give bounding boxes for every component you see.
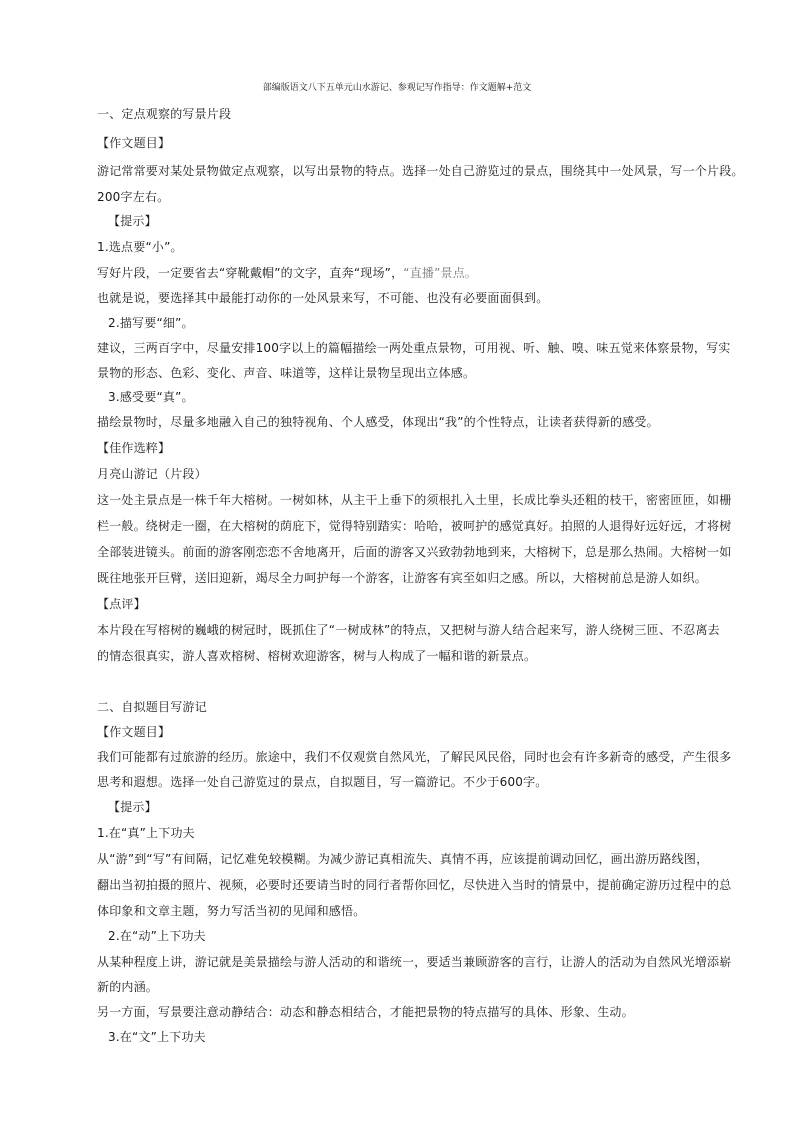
s1-tip1-title: 1.选点要“小”。 xyxy=(97,240,183,254)
s2-tip1-title: 1.在“真”上下功夫 xyxy=(97,826,195,840)
s1-tips-label: 【提示】 xyxy=(108,214,157,228)
s2-tip1-line-a: 从“游”到“写”有间隔，记忆难免较模糊。为减少游记真相流失、真情不再，应该提前调动回忆，画出游历路线图， xyxy=(97,852,709,866)
s1-sample-line-2: 栏一般。绕树走一圈，在大榕树的荫庇下，觉得特别踏实：哈哈，被呵护的感觉真好。拍照的人退得好远好远，才将树 xyxy=(97,519,732,533)
s2-tip1-line-c: 体印象和文章主题，努力写活当初的见闻和感悟。 xyxy=(97,904,366,918)
s1-sample-line-1: 这一处主景点是一株千年大榕树。一树如林，从主干上垂下的须根扎入土里，长成比拳头还粗的枝干，密密匝匝，如栅 xyxy=(97,493,732,507)
s1-task-line-2: 200字左右。 xyxy=(97,190,170,204)
s1-tip1-line-a-main: 写好片段，一定要省去“穿靴戴帽”的文字，直奔“现场”， xyxy=(97,266,404,280)
s2-tip1-line-b: 翻出当初拍摄的照片、视频，必要时还要请当时的同行者帮你回忆，尽快进入当时的情景中，提前确定游历过程中的总 xyxy=(97,878,732,892)
s1-tip1-line-a-tail: “直播”景点。 xyxy=(403,266,478,280)
s1-tip3-title: 3.感受要“真”。 xyxy=(108,390,194,404)
s1-comment-line-1: 本片段在写榕树的巍峨的树冠时，既抓住了“一树成林”的特点，又把树与游人结合起来写，游人绕树三匝、不忍离去 xyxy=(97,623,720,637)
s1-task-line-1: 游记常常要对某处景物做定点观察，以写出景物的特点。选择一处自己游览过的景点，围绕其中一处风景，写一个片段。 xyxy=(97,164,744,178)
s1-sample-line-3: 全部装进镜头。前面的游客刚恋恋不舍地离开，后面的游客又兴致勃勃地到来，大榕树下，总是那么热闹。大榕树一如 xyxy=(97,545,732,559)
s1-sample-label: 【佳作选粹】 xyxy=(97,441,171,455)
s1-comment-line-2: 的情态很真实，游人喜欢榕树、榕树欢迎游客，树与人构成了一幅和谐的新景点。 xyxy=(97,649,537,663)
s2-tips-label: 【提示】 xyxy=(108,800,157,814)
s1-comment-label: 【点评】 xyxy=(97,597,146,611)
s1-tip2-line-b: 景物的形态、色彩、变化、声音、味道等，这样让景物呈现出立体感。 xyxy=(97,366,476,380)
s2-task-label: 【作文题目】 xyxy=(97,725,171,739)
section-1-heading: 一、定点观察的写景片段 xyxy=(97,107,232,121)
s1-sample-title: 月亮山游记（片段） xyxy=(97,467,207,481)
s2-tip2-line-b: 新的内涵。 xyxy=(97,980,159,994)
document-title: 部编版语文八下五单元山水游记、参观记写作指导：作文题解+范文 xyxy=(262,83,532,93)
section-2-heading: 二、自拟题目写游记 xyxy=(97,700,207,714)
s2-tip2-title: 2.在“动”上下功夫 xyxy=(108,929,206,943)
s1-tip1-line-a xyxy=(97,266,697,280)
s1-tip2-line-a: 建议，三两百字中，尽量安排100字以上的篇幅描绘一两处重点景物，可用视、听、触、嗅、味五觉来体察景物，写实 xyxy=(97,341,731,355)
s1-tip2-title: 2.描写要“细”。 xyxy=(108,316,194,330)
s1-task-label: 【作文题目】 xyxy=(97,136,171,150)
s1-tip3-line-a: 描绘景物时，尽量多地融入自己的独特视角、个人感受，体现出“我”的个性特点，让读者获得新的感受。 xyxy=(97,415,659,429)
s2-tip3-title: 3.在“文”上下功夫 xyxy=(108,1030,206,1044)
s2-task-line-1: 我们可能都有过旅游的经历。旅途中，我们不仅观赏自然风光，了解民风民俗，同时也会有许多新奇的感受，产生很多 xyxy=(97,750,732,764)
s2-task-line-2: 思考和遐想。选择一处自己游览过的景点，自拟题目，写一篇游记。不少于600字。 xyxy=(97,775,548,789)
s1-sample-line-4: 既往地张开巨臂，送旧迎新，竭尽全力呵护每一个游客，让游客有宾至如归之感。所以，大榕树前总是游人如织。 xyxy=(97,571,708,585)
s2-tip2-line-c: 另一方面，写景要注意动静结合：动态和静态相结合，才能把景物的特点描写的具体、形象、生动。 xyxy=(97,1005,634,1019)
s2-tip2-line-a: 从某种程度上讲，游记就是美景描绘与游人活动的和谐统一，要适当兼顾游客的言行，让游人的活动为自然风光增添崭 xyxy=(97,955,732,969)
s1-tip1-line-b: 也就是说，要选择其中最能打动你的一处风景来写，不可能、也没有必要面面俱到。 xyxy=(97,291,549,305)
